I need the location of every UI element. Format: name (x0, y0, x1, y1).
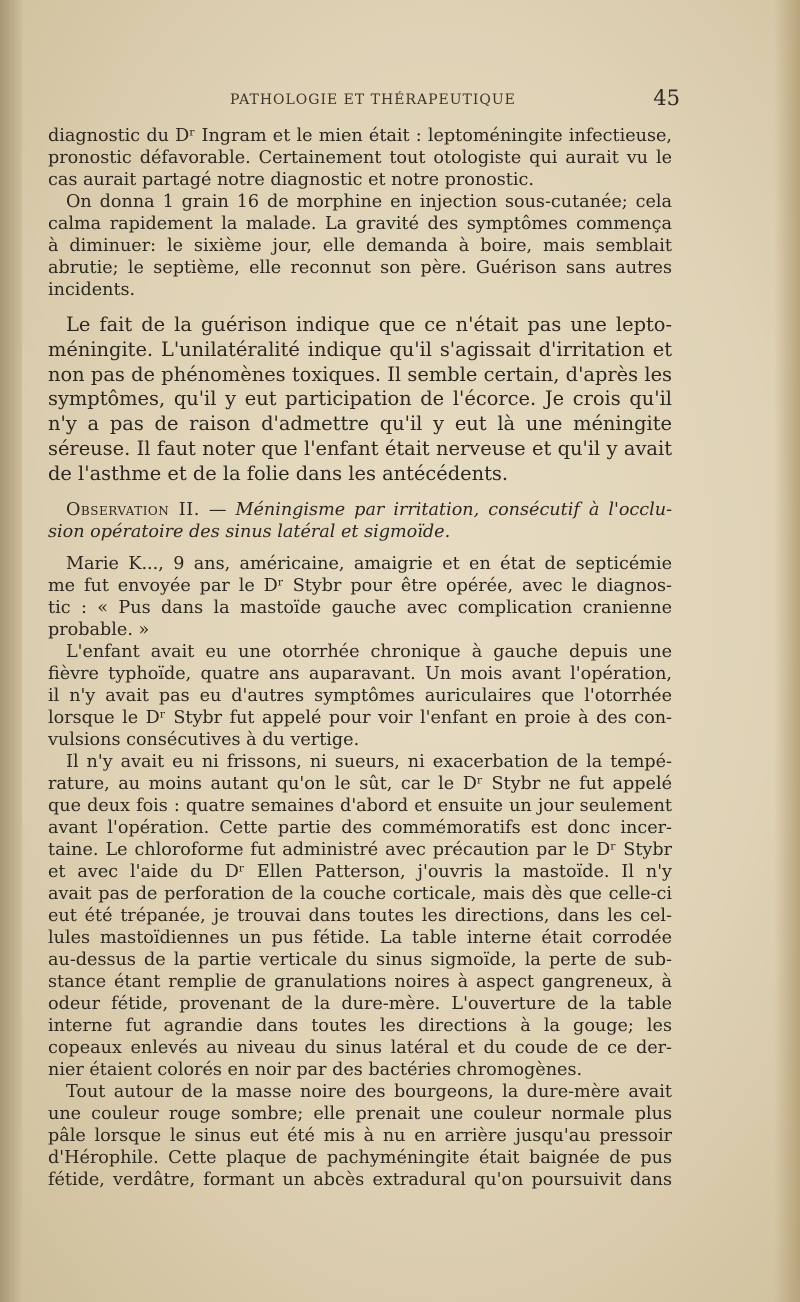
text-line: une couleur rouge sombre; elle prenait une couleur normale plus (48, 1103, 672, 1124)
text-line: calma rapidement la malade. La gravité des symptômes commença (48, 214, 672, 234)
text-line: Marie K..., 9 ans, américaine, amaigrie et en état de septicémie (66, 553, 672, 574)
text-line: de l'asthme et de la folie dans les antécédents. (48, 461, 509, 485)
observation-heading (48, 499, 672, 521)
text-line: stance étant remplie de granulations noires à aspect gangreneux, à (48, 971, 672, 992)
page-outer-edge (774, 0, 800, 1302)
text-line: méningite. L'unilatéralité indique qu'il s'agissait d'irritation et (48, 337, 672, 361)
text-line: me fut envoyée par le Dʳ Stybr pour être opérée, avec le diagnos- (48, 575, 672, 596)
text-line: abrutie; le septième, elle reconnut son père. Guérison sans autres (48, 258, 672, 278)
page-number: 45 (653, 86, 680, 110)
text-line: probable. » (48, 619, 150, 640)
text-line: Le fait de la guérison indique que ce n'était pas une lepto- (66, 313, 672, 336)
text-line: fièvre typhoïde, quatre ans auparavant. Un mois avant l'opération, (48, 663, 672, 684)
text-line: d'Hérophile. Cette plaque de pachyméningite était baignée de pus (48, 1147, 672, 1168)
text-line: diagnostic du Dʳ Ingram et le mien était : leptoméningite infectieuse, (48, 126, 672, 146)
running-title: PATHOLOGIE ET THÉRAPEUTIQUE (230, 92, 516, 108)
text-line: taine. Le chloroforme fut administré avec précaution par le Dʳ Stybr (48, 839, 672, 860)
text-line: et avec l'aide du Dʳ Ellen Patterson, j'ouvris la mastoïde. Il n'y (48, 861, 672, 882)
text-line: lules mastoïdiennes un pus fétide. La table interne était corrodée (48, 927, 672, 948)
text-line: avait pas de perforation de la couche corticale, mais dès que celle-ci (48, 883, 672, 904)
text-line: L'enfant avait eu une otorrhée chronique à gauche depuis une (66, 641, 672, 662)
text-line: symptômes, qu'il y eut participation de l'écorce. Je crois qu'il (48, 387, 672, 411)
page-binding-edge (0, 0, 22, 1302)
text-line: odeur fétide, provenant de la dure-mère. L'ouverture de la table (48, 993, 672, 1014)
text-line: incidents. (48, 280, 136, 300)
text-line: interne fut agrandie dans toutes les directions à la gouge; les (48, 1015, 672, 1036)
observation-title-cont: sion opératoire des sinus latéral et sigmoïde. (48, 521, 451, 542)
body-text (48, 125, 672, 1191)
text-line: que deux fois : quatre semaines d'abord et ensuite un jour seulement (48, 795, 672, 816)
text-line: vulsions consécutives à du vertige. (48, 729, 360, 750)
text-line: séreuse. Il faut noter que l'enfant était nerveuse et qu'il y avait (48, 436, 672, 460)
text-line: eut été trépanée, je trouvai dans toutes les directions, dans les cel- (48, 905, 672, 926)
text-line: copeaux enlevés au niveau du sinus latéral et du coude de ce der- (48, 1037, 672, 1058)
page-header (48, 88, 680, 112)
text-line: tic : « Pus dans la mastoïde gauche avec complication cranienne (48, 597, 672, 618)
observation-title: Méningisme par irritation, consécutif à l'occlu- (235, 499, 672, 520)
text-line: pâle lorsque le sinus eut été mis à nu en arrière jusqu'au pressoir (48, 1125, 672, 1146)
text-line: avant l'opération. Cette partie des commémoratifs est donc incer- (48, 817, 672, 838)
text-line: à diminuer: le sixième jour, elle demanda à boire, mais semblait (48, 236, 672, 256)
text-line: On donna 1 grain 16 de morphine en injection sous-cutanée; cela (66, 192, 672, 212)
text-line: rature, au moins autant qu'on le sût, car le Dʳ Stybr ne fut appelé (48, 773, 672, 794)
text-line: pronostic défavorable. Certainement tout otologiste qui aurait vu le (48, 148, 672, 168)
text-line: nier étaient colorés en noir par des bactéries chromogènes. (48, 1059, 583, 1080)
text-line: au-dessus de la partie verticale du sinus sigmoïde, la perte de sub- (48, 949, 672, 970)
text-line: n'y a pas de raison d'admettre qu'il y eut là une méningite (48, 412, 672, 436)
text-line: fétide, verdâtre, formant un abcès extradural qu'on poursuivit dans (48, 1169, 672, 1190)
text-line: lorsque le Dʳ Stybr fut appelé pour voir l'enfant en proie à des con- (48, 707, 672, 728)
text-line: non pas de phénomènes toxiques. Il semble certain, d'après les (48, 362, 672, 386)
text-line: cas aurait partagé notre diagnostic et notre pronostic. (48, 170, 534, 190)
observation-label: Observation II. (66, 499, 200, 520)
text-line: Tout autour de la masse noire des bourgeons, la dure-mère avait (66, 1081, 672, 1102)
observation-dash: — (199, 499, 236, 520)
text-line: il n'y avait pas eu d'autres symptômes auriculaires que l'otorrhée (48, 685, 672, 706)
text-line: Il n'y avait eu ni frissons, ni sueurs, ni exacerbation de la tempé- (66, 751, 672, 772)
